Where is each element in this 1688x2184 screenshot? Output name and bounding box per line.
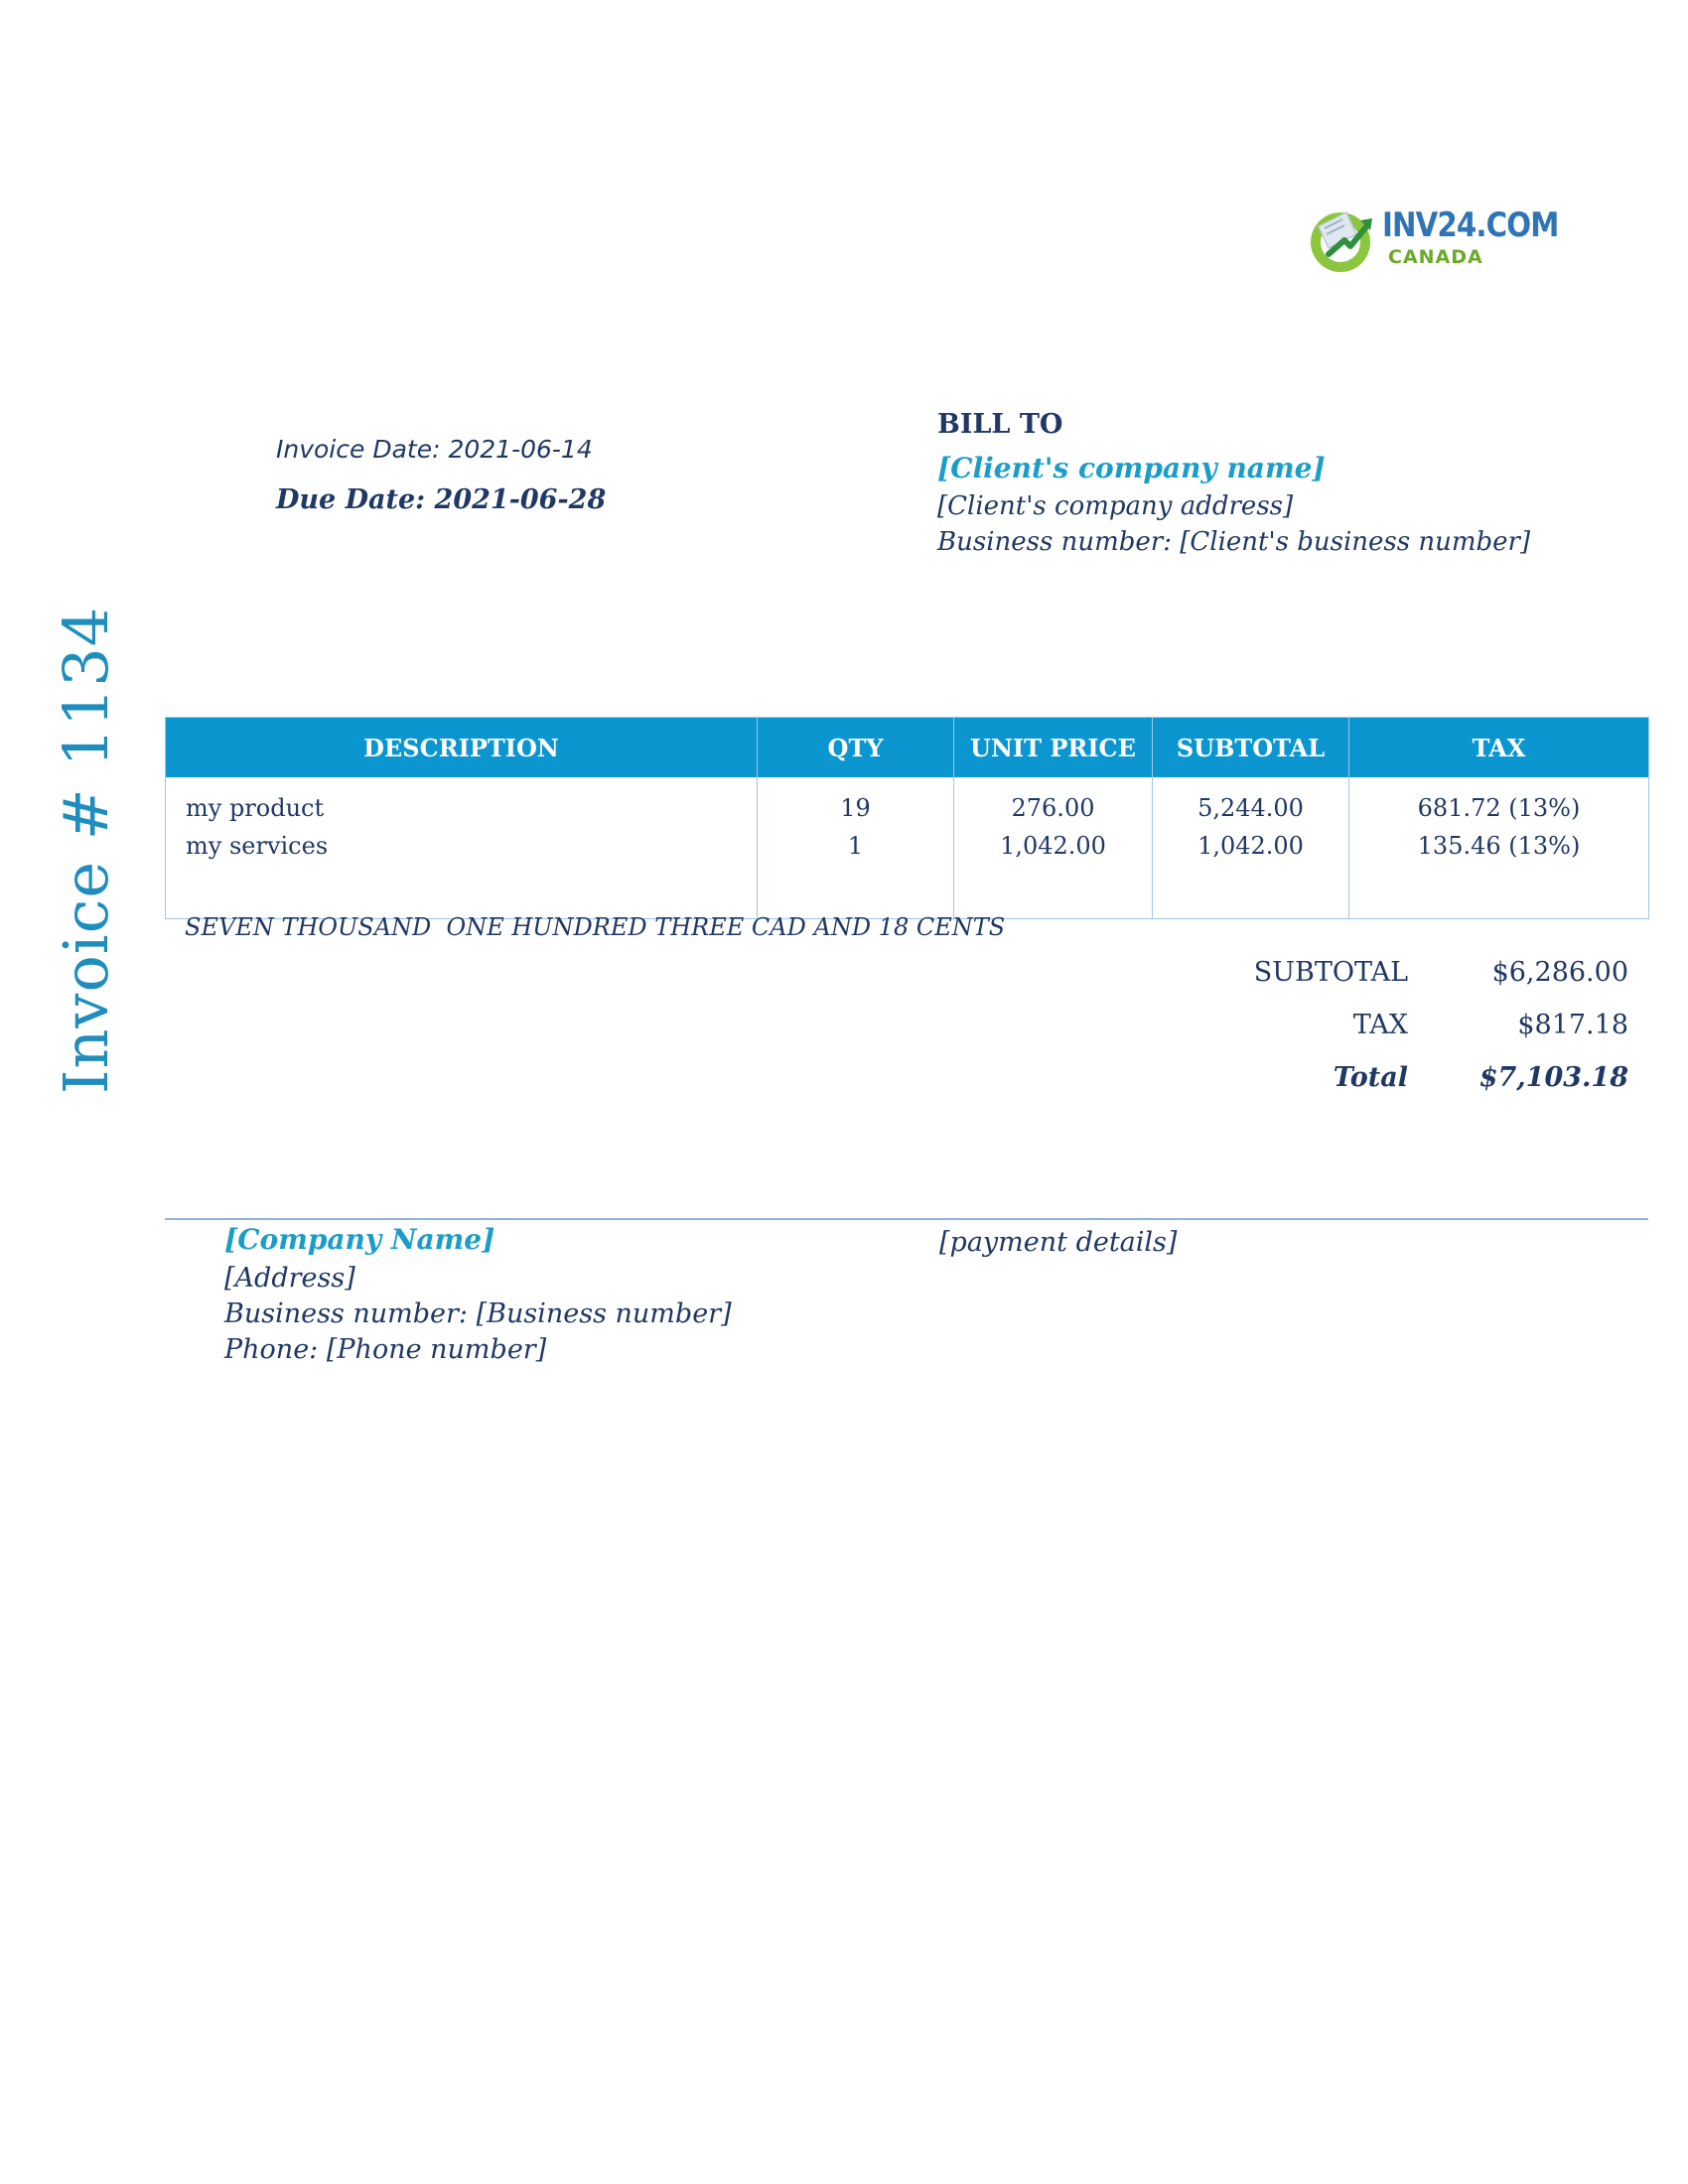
totals-section — [1092, 957, 1628, 1115]
item-qty: 19 — [840, 794, 871, 822]
logo-mark-icon — [1307, 205, 1378, 276]
item-tax: 135.46 (13%) — [1417, 832, 1581, 860]
item-tax: 681.72 (13%) — [1417, 794, 1581, 822]
column-header-subtotal: SUBTOTAL — [1153, 718, 1349, 778]
subtotal-cell — [1153, 777, 1349, 919]
invoice-number: Invoice # 1134 — [50, 606, 122, 1094]
tax-label: TAX — [1352, 1010, 1408, 1040]
bill-to-title: BILL TO — [937, 409, 1063, 440]
company-info — [224, 1219, 860, 1368]
due-date: Due Date: 2021-06-28 — [276, 484, 607, 515]
column-header-qty: QTY — [758, 718, 954, 778]
client-company-name: [Client's company name] — [937, 452, 1326, 484]
item-unit-price: 1,042.00 — [1000, 832, 1106, 860]
client-address: [Client's company address] — [937, 491, 1294, 521]
total-label: Total — [1333, 1062, 1408, 1093]
company-logo — [1307, 201, 1559, 280]
invoice-date: Invoice Date: 2021-06-14 — [276, 435, 593, 464]
client-business-number: Business number: [Client's business number] — [937, 527, 1531, 557]
column-header-tax: TAX — [1349, 718, 1649, 778]
company-address: [Address] — [224, 1263, 355, 1294]
company-business-number: Business number: [Business number] — [224, 1298, 732, 1329]
item-qty: 1 — [847, 832, 864, 860]
total-row — [1092, 1062, 1628, 1115]
item-description: my product — [186, 794, 325, 822]
amount-in-words: SEVEN THOUSAND ONE HUNDRED THREE CAD AND 18 CENTS — [185, 913, 1006, 941]
table-row — [166, 777, 1649, 919]
subtotal-label: SUBTOTAL — [1253, 957, 1408, 988]
logo-region: CANADA — [1388, 246, 1483, 268]
subtotal-row — [1092, 957, 1628, 1010]
subtotal-value: $6,286.00 — [1491, 957, 1628, 988]
company-name: [Company Name] — [224, 1223, 495, 1256]
payment-details: [payment details] — [939, 1227, 1178, 1258]
item-subtotal: 1,042.00 — [1197, 832, 1304, 860]
total-value: $7,103.18 — [1478, 1062, 1628, 1093]
logo-name: INV24.COM — [1382, 205, 1559, 245]
qty-cell — [758, 777, 954, 919]
tax-value: $817.18 — [1517, 1010, 1628, 1040]
tax-cell — [1349, 777, 1649, 919]
table-header-row — [166, 718, 1649, 778]
unit-price-cell — [954, 777, 1153, 919]
item-unit-price: 276.00 — [1011, 794, 1095, 822]
line-items-table — [165, 717, 1649, 919]
item-subtotal: 5,244.00 — [1197, 794, 1304, 822]
tax-row — [1092, 1010, 1628, 1062]
column-header-description: DESCRIPTION — [166, 718, 758, 778]
item-description: my services — [186, 832, 329, 860]
description-cell — [166, 777, 758, 919]
company-phone: Phone: [Phone number] — [224, 1334, 547, 1365]
column-header-unit-price: UNIT PRICE — [954, 718, 1153, 778]
bill-to-section — [937, 407, 1652, 560]
